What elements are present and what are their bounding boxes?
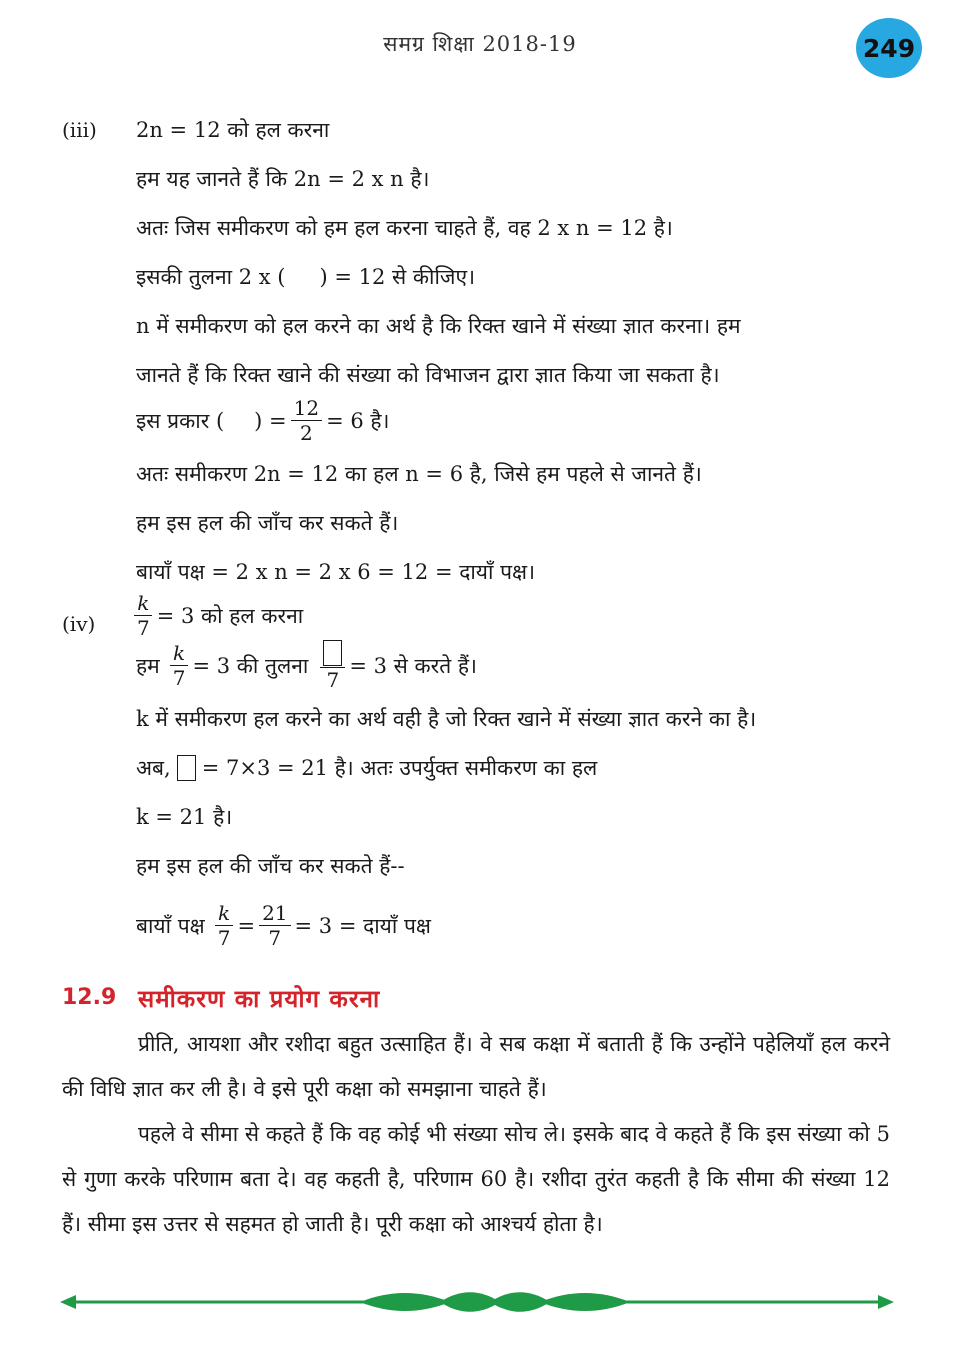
fraction-denominator: 2	[299, 421, 313, 445]
divider-left-arrowhead	[60, 1295, 76, 1309]
section-title: समीकरण का प्रयोग करना	[138, 984, 381, 1013]
part-iv-label: (iv)	[62, 612, 96, 636]
paragraph-1	[62, 1022, 890, 1112]
fraction-numerator: 21	[259, 902, 290, 926]
fraction-k-over-7	[170, 642, 189, 689]
part-iii-line-2: अतः जिस समीकरण को हम हल करना चाहते हैं, वह 2 x n = 12 है।	[136, 216, 673, 240]
line-1-middle: = 3 की तुलना	[192, 653, 309, 678]
part-iii-heading: 2n = 12 को हल करना	[136, 118, 330, 142]
part-iii-label: (iii)	[62, 118, 97, 142]
part-iii-line-4: n में समीकरण को हल करने का अर्थ है कि रिक्त खाने में संख्या ज्ञात करना। हम	[136, 314, 741, 338]
empty-box	[323, 640, 342, 666]
part-iii-line-7: अतः समीकरण 2n = 12 का हल n = 6 है, जिसे हम पहले से जानते हैं।	[136, 462, 702, 486]
divider-ornament	[540, 1293, 630, 1311]
fraction-k-over-7	[134, 592, 153, 639]
fraction-numerator: k	[215, 902, 233, 926]
part-iv-line-2: k में समीकरण हल करने का अर्थ वही है जो रिक्त खाने में संख्या ज्ञात करने का है।	[136, 707, 757, 731]
part-iii-line-3	[136, 263, 475, 291]
fraction-numerator: k	[134, 592, 152, 616]
fraction-denominator: 7	[217, 926, 231, 950]
page-number: 249	[862, 33, 916, 63]
line-6-equals: ) =	[254, 408, 287, 433]
part-iii-line-1: हम यह जानते हैं कि 2n = 2 x n है।	[136, 167, 430, 191]
fraction-numerator: k	[170, 642, 188, 666]
heading-text: = 3 को हल करना	[156, 603, 304, 628]
line-6-start: बायाँ पक्ष	[136, 913, 205, 938]
part-iii-line-8: हम इस हल की जाँच कर सकते हैं।	[136, 511, 399, 535]
fraction-denominator: 7	[326, 668, 340, 692]
line-3-start: अब,	[136, 756, 171, 780]
fraction-k-over-7	[215, 902, 234, 949]
part-iv-line-6	[136, 902, 431, 949]
part-iv-line-1	[136, 640, 477, 691]
part-iv-line-5: हम इस हल की जाँच कर सकते हैं--	[136, 854, 405, 878]
part-iii-line-5: जानते हैं कि रिक्त खाने की संख्या को विभाजन द्वारा ज्ञात किया जा सकता है।	[136, 363, 720, 387]
equals-sign: =	[237, 913, 256, 938]
page-header-title: समग्र शिक्षा 2018-19	[383, 32, 577, 56]
line-3-end: = 7×3 = 21 है। अतः उपर्युक्त समीकरण का हल	[201, 756, 598, 780]
line-6-start: इस प्रकार (	[136, 408, 225, 433]
paragraph-1-text: प्रीति, आयशा और रशीदा बहुत उत्साहित हैं। वे सब कक्षा में बताती हैं कि उन्होंने पहेलियाँ हल करने की विधि ज्ञात कर ली है। वे इसे पूरी कक्षा को समझाना चाहते हैं।	[62, 1032, 890, 1101]
decorative-divider	[60, 1284, 894, 1320]
section-number: 12.9	[62, 985, 117, 1010]
part-iii-line-9: बायाँ पक्ष = 2 x n = 2 x 6 = 12 = दायाँ पक्ष।	[136, 560, 536, 584]
fraction-12-over-2	[291, 397, 322, 444]
fraction-denominator: 7	[137, 616, 150, 640]
fraction-box-over-7	[320, 640, 345, 691]
line-6-end: = 3 = दायाँ पक्ष	[294, 913, 431, 938]
divider-right-arrowhead	[878, 1295, 894, 1309]
fraction-denominator: 7	[172, 666, 186, 690]
paragraph-2	[62, 1112, 890, 1247]
fraction-numerator	[320, 640, 345, 668]
part-iii-line-6	[136, 397, 390, 444]
fraction-numerator: 12	[291, 397, 322, 421]
line-3-end: ) = 12 से कीजिए।	[319, 265, 476, 289]
fraction-denominator: 7	[268, 926, 282, 950]
divider-ornament	[360, 1293, 450, 1311]
part-iv-line-4: k = 21 है।	[136, 805, 233, 829]
line-3-start: इसकी तुलना 2 x (	[136, 265, 286, 289]
paragraph-2-text: पहले वे सीमा से कहते हैं कि वह कोई भी संख्या सोच ले। इसके बाद वे कहते हैं कि इस संख्या को 5 से गुणा करके परिणाम बता दे। वह कहती है, परिणाम 60 है। रशीदा तुरंत कहती है कि सीमा की संख्या 12 हैं। सीमा इस उत्तर से सहमत हो जाती है। पूरी कक्षा को आश्चर्य होता है।	[62, 1122, 890, 1236]
part-iv-line-3	[136, 754, 597, 782]
fraction-21-over-7	[259, 902, 290, 949]
empty-box	[177, 755, 196, 781]
line-1-start: हम	[136, 653, 160, 678]
line-1-end: = 3 से करते हैं।	[349, 653, 477, 678]
page-number-badge	[856, 18, 922, 78]
line-6-end: = 6 है।	[326, 408, 390, 433]
part-iv-heading	[130, 592, 303, 639]
